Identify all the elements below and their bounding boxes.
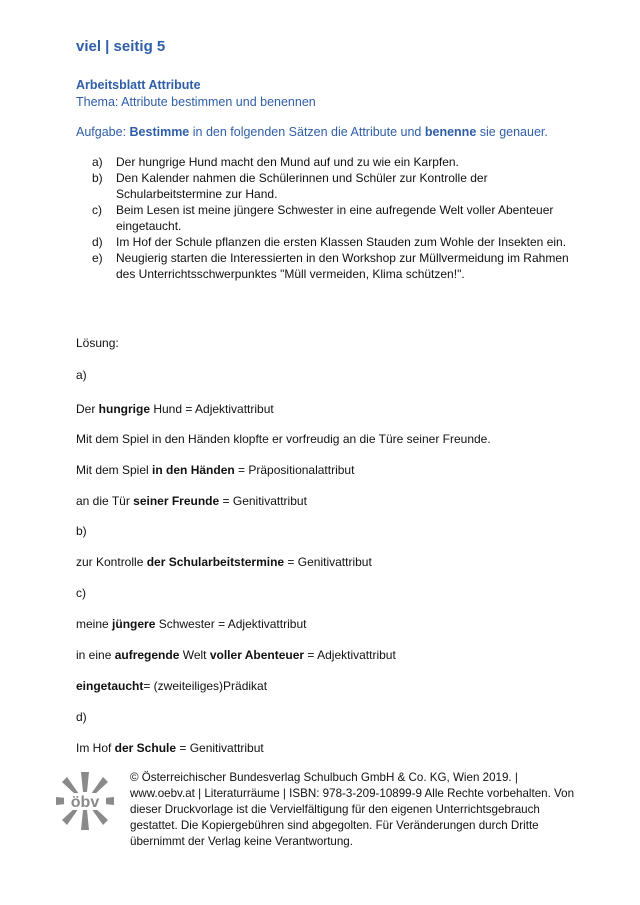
sentence-item (92, 234, 572, 250)
oebv-logo-icon (54, 770, 116, 832)
sentence-text: Neugierig starten die Interessierten in den Workshop zur Müllvermeidung im Rahmen des Unterrichtsschwerpunktes "Müll vermeiden, Klima schützen!". (116, 251, 569, 281)
sentence-item (92, 202, 572, 234)
task-instruction (76, 125, 548, 139)
sentence-label: a) (92, 155, 103, 169)
solution-line: in eine aufregende Welt voller Abenteuer = Adjektivattribut (76, 648, 396, 662)
sentence-text: Beim Lesen ist meine jüngere Schwester in eine aufregende Welt voller Abenteuer eingetaucht. (116, 203, 554, 233)
solution-heading: Lösung: (76, 336, 119, 350)
sentence-label: b) (92, 171, 103, 185)
sentence-label: c) (92, 203, 102, 217)
worksheet-theme: Thema: Attribute bestimmen und benennen (76, 95, 316, 109)
solution-label-c: c) (76, 586, 86, 600)
sentence-text: Den Kalender nahmen die Schülerinnen und Schüler zur Kontrolle der Schularbeitstermine zur Hand. (116, 171, 488, 201)
solution-line: Im Hof der Schule = Genitivattribut (76, 741, 264, 755)
page-header: viel | seitig 5 (76, 38, 166, 55)
sentence-item (92, 154, 572, 170)
sentence-item (92, 250, 572, 282)
logo-text: öbv (70, 794, 100, 811)
sentence-text: Im Hof der Schule pflanzen die ersten Klassen Stauden zum Wohle der Insekten ein. (116, 235, 567, 249)
footer (54, 770, 594, 860)
sentence-label: d) (92, 235, 103, 249)
solution-line: Mit dem Spiel in den Händen = Präpositionalattribut (76, 463, 355, 477)
solution-line: Mit dem Spiel in den Händen klopfte er vorfreudig an die Türe seiner Freunde. (76, 432, 491, 446)
task-verb-1: Bestimme (129, 125, 190, 139)
solution-line: an die Tür seiner Freunde = Genitivattribut (76, 494, 307, 508)
solution-label-d: d) (76, 710, 87, 724)
solution-line: meine jüngere Schwester = Adjektivattribut (76, 617, 307, 631)
copyright-text: © Österreichischer Bundesverlag Schulbuch GmbH & Co. KG, Wien 2019. | www.oebv.at | Literaturräume | ISBN: 978-3-209-10899-9 Alle Rechte vorbehalten. Von dieser Druckvorlage ist die Vervielfältigung für den eigenen Unterrichtsgebrauch gestattet. Die Kopiergebühren sind abgegolten. Für Veränderungen durch Dritte übernimmt der Verlag keine Verantwortung. (130, 771, 575, 848)
worksheet-title: Arbeitsblatt Attribute (76, 78, 201, 92)
sentence-item (92, 170, 572, 202)
solution-line: eingetaucht= (zweiteiliges)Prädikat (76, 679, 268, 693)
task-suffix: sie genauer. (476, 125, 548, 139)
sentence-text: Der hungrige Hund macht den Mund auf und zu wie ein Karpfen. (116, 155, 459, 169)
task-prefix: Aufgabe: (76, 125, 130, 139)
solution-label-b: b) (76, 524, 87, 538)
sentence-list (92, 154, 572, 282)
sentence-label: e) (92, 251, 103, 265)
task-middle: in den folgenden Sätzen die Attribute und (189, 125, 425, 139)
solution-line: Der hungrige Hund = Adjektivattribut (76, 402, 274, 416)
task-verb-2: benenne (424, 125, 477, 139)
solution-line: zur Kontrolle der Schularbeitstermine = Genitivattribut (76, 555, 372, 569)
solution-label-a: a) (76, 368, 87, 382)
